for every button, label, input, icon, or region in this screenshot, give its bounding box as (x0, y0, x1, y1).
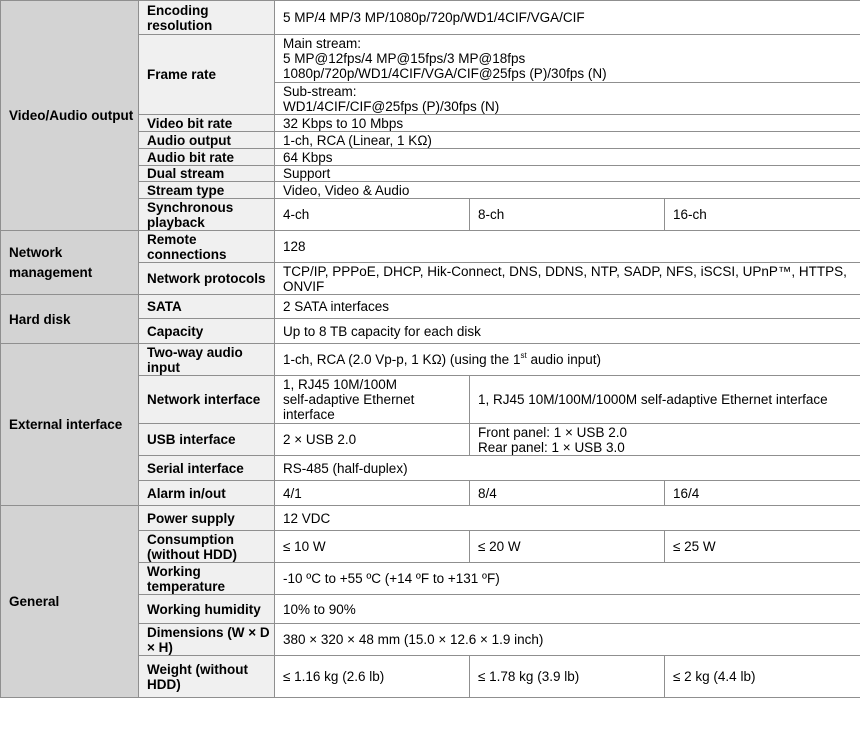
spec-label: SATA (139, 295, 275, 319)
spec-value: ≤ 1.16 kg (2.6 lb) (275, 656, 470, 698)
spec-value: 10% to 90% (275, 595, 860, 624)
spec-label: Network protocols (139, 263, 275, 295)
spec-value: 4-ch (275, 199, 470, 231)
spec-value: ≤ 10 W (275, 531, 470, 563)
spec-value: 2 × USB 2.0 (275, 424, 470, 456)
spec-value: 64 Kbps (275, 149, 860, 166)
category-cell: External interface (1, 344, 139, 506)
category-cell: Network management (1, 231, 139, 295)
spec-label: Synchronous playback (139, 199, 275, 231)
spec-value: 128 (275, 231, 860, 263)
spec-label: Dimensions (W × D × H) (139, 624, 275, 656)
spec-value: Front panel: 1 × USB 2.0 Rear panel: 1 × USB 3.0 (470, 424, 860, 456)
spec-label: Video bit rate (139, 115, 275, 132)
spec-value: TCP/IP, PPPoE, DHCP, Hik-Connect, DNS, DDNS, NTP, SADP, NFS, iSCSI, UPnP™, HTTPS, ONVIF (275, 263, 860, 295)
spec-value: ≤ 1.78 kg (3.9 lb) (470, 656, 665, 698)
spec-label: Network interface (139, 376, 275, 424)
spec-value: 380 × 320 × 48 mm (15.0 × 12.6 × 1.9 inch) (275, 624, 860, 656)
spec-label: Serial interface (139, 456, 275, 481)
spec-value: Video, Video & Audio (275, 182, 860, 199)
table-row (1, 506, 860, 531)
table-row (1, 1, 860, 35)
spec-label: Two-way audio input (139, 344, 275, 376)
category-cell: Hard disk (1, 295, 139, 344)
spec-value: Main stream: 5 MP@12fps/4 MP@15fps/3 MP@18fps 1080p/720p/WD1/4CIF/VGA/CIF@25fps (P)/30fps (N) (275, 35, 860, 83)
spec-value: 5 MP/4 MP/3 MP/1080p/720p/WD1/4CIF/VGA/CIF (275, 1, 860, 35)
spec-label: Frame rate (139, 35, 275, 115)
category-cell: General (1, 506, 139, 698)
spec-value: Up to 8 TB capacity for each disk (275, 319, 860, 344)
spec-label: Capacity (139, 319, 275, 344)
spec-label: USB interface (139, 424, 275, 456)
spec-label: Consumption (without HDD) (139, 531, 275, 563)
spec-value: Support (275, 166, 860, 182)
spec-label: Audio output (139, 132, 275, 149)
spec-label: Alarm in/out (139, 481, 275, 506)
spec-value: 16/4 (665, 481, 860, 506)
table-row (1, 231, 860, 263)
spec-label: Working humidity (139, 595, 275, 624)
table-row (1, 344, 860, 376)
spec-label: Audio bit rate (139, 149, 275, 166)
spec-label: Dual stream (139, 166, 275, 182)
spec-value: 16-ch (665, 199, 860, 231)
spec-label: Stream type (139, 182, 275, 199)
spec-value: Sub-stream: WD1/4CIF/CIF@25fps (P)/30fps (N) (275, 83, 860, 115)
spec-value: RS-485 (half-duplex) (275, 456, 860, 481)
spec-value: 32 Kbps to 10 Mbps (275, 115, 860, 132)
spec-value: 1-ch, RCA (2.0 Vp-p, 1 KΩ) (using the 1st audio input) (275, 344, 860, 376)
spec-value: 8/4 (470, 481, 665, 506)
spec-value: ≤ 25 W (665, 531, 860, 563)
spec-label: Working temperature (139, 563, 275, 595)
spec-value: 4/1 (275, 481, 470, 506)
spec-value: ≤ 20 W (470, 531, 665, 563)
spec-value: 1, RJ45 10M/100M self-adaptive Ethernet interface (275, 376, 470, 424)
table-row (1, 295, 860, 319)
spec-value: ≤ 2 kg (4.4 lb) (665, 656, 860, 698)
spec-value: 1, RJ45 10M/100M/1000M self-adaptive Ethernet interface (470, 376, 860, 424)
spec-value: 2 SATA interfaces (275, 295, 860, 319)
spec-value: 1-ch, RCA (Linear, 1 KΩ) (275, 132, 860, 149)
spec-label: Power supply (139, 506, 275, 531)
spec-label: Encoding resolution (139, 1, 275, 35)
spec-value: 8-ch (470, 199, 665, 231)
spec-value: 12 VDC (275, 506, 860, 531)
spec-label: Remote connections (139, 231, 275, 263)
spec-label: Weight (without HDD) (139, 656, 275, 698)
category-cell: Video/Audio output (1, 1, 139, 231)
spec-value: -10 ºC to +55 ºC (+14 ºF to +131 ºF) (275, 563, 860, 595)
